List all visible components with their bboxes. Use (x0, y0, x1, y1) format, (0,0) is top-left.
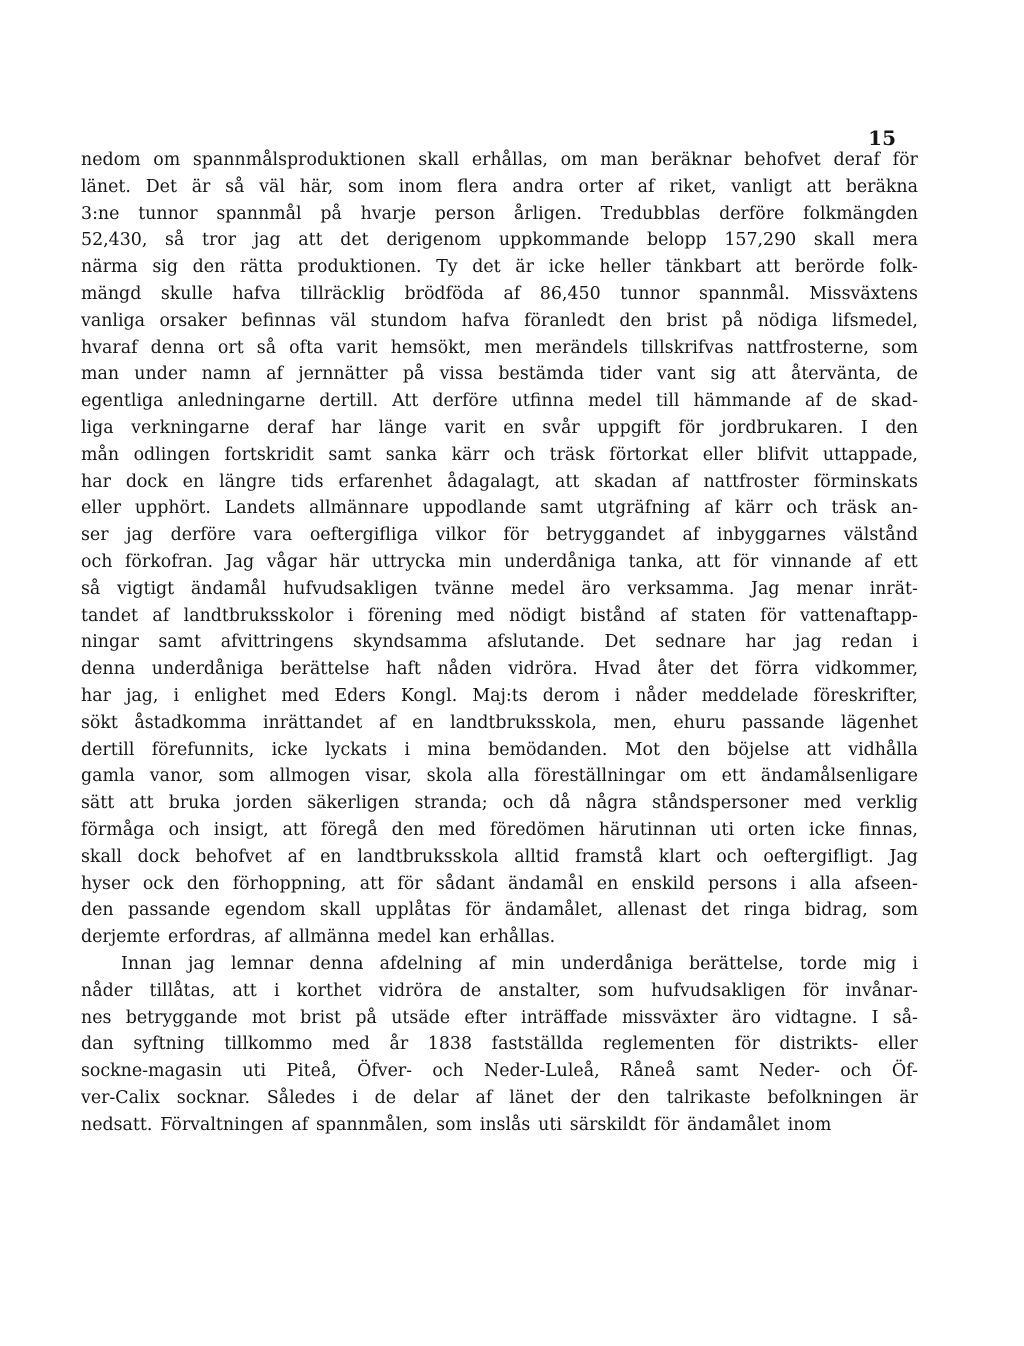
text-line: så vigtigt ändamål hufvudsakligen tvänne medel äro verksamma. Jag menar inrät- (81, 578, 918, 599)
text-line: har dock en längre tids erfarenhet ådagalagt, att skadan af nattfroster förminskats (81, 471, 918, 492)
text-line: ver-Calix socknar. Således i de delar af länet der den talrikaste befolkningen är (81, 1087, 918, 1108)
text-line: sätt att bruka jorden säkerligen stranda; och då några ståndspersoner med verklig (81, 793, 918, 814)
text-line: egentliga anledningarne dertill. Att derföre utfinna medel till hämmande af de skad- (81, 391, 918, 412)
text-line: nes betryggande mot brist på utsäde efter inträffade missväxter äro vidtagne. I så- (81, 1007, 918, 1028)
text-line: tandet af landtbruksskolor i förening med nödigt bistånd af staten för vattenaftapp- (81, 605, 918, 626)
text-line: denna underdåniga berättelse haft nåden vidröra. Hvad åter det förra vidkommer, (81, 659, 918, 680)
text-line: sockne-magasin uti Piteå, Öfver- och Neder-Luleå, Råneå samt Neder- och Öf- (81, 1061, 918, 1082)
text-line: liga verkningarne deraf har länge varit en svår uppgift för jordbrukaren. I den (81, 417, 918, 438)
text-line: mängd skulle hafva tillräcklig brödföda af 86,450 tunnor spannmål. Missväxtens (81, 283, 918, 304)
text-line: har jag, i enlighet med Eders Kongl. Maj:ts derom i nåder meddelade föreskrifter, (81, 685, 918, 706)
text-line: nåder tillåtas, att i korthet vidröra de anstalter, som hufvudsakligen för invånar- (81, 980, 918, 1001)
text-line: eller upphört. Landets allmännare uppodlande samt utgräfning af kärr och träsk an- (81, 498, 918, 519)
text-line: och förkofran. Jag vågar här uttrycka min underdåniga tanka, att för vinnande af ett (81, 551, 918, 572)
text-line: Innan jag lemnar denna afdelning af min underdåniga berättelse, torde mig i (121, 953, 918, 974)
text-line: 3:ne tunnor spannmål på hvarje person årligen. Tredubblas derföre folkmängden (81, 203, 918, 224)
text-line: den passande egendom skall upplåtas för ändamålet, allenast det ringa bidrag, som (81, 900, 918, 921)
body-text (81, 147, 918, 1138)
text-line: närma sig den rätta produktionen. Ty det är icke heller tänkbart att berörde folk- (81, 257, 918, 278)
text-line: hyser ock den förhoppning, att för sådant ändamål en enskild persons i alla afseen- (81, 873, 918, 894)
text-line: dertill förefunnits, icke lyckats i mina bemödanden. Mot den böjelse att vidhålla (81, 739, 918, 760)
text-line: mån odlingen fortskridit samt sanka kärr och träsk förtorkat eller blifvit uttappade, (81, 444, 918, 465)
text-line: nedsatt. Förvaltningen af spannmålen, som inslås uti särskildt för ändamålet inom (81, 1114, 832, 1135)
text-line: länet. Det är så väl här, som inom flera andra orter af riket, vanligt att beräkna (81, 176, 918, 197)
text-line: ser jag derföre vara oeftergifliga vilkor för betryggandet af inbyggarnes välstånd (81, 525, 918, 546)
text-line: ningar samt afvittringens skyndsamma afslutande. Det sednare har jag redan i (81, 632, 918, 653)
text-line: sökt åstadkomma inrättandet af en landtbruksskola, men, ehuru passande lägenhet (81, 712, 918, 733)
text-line: skall dock behofvet af en landtbruksskola alltid framstå klart och oeftergifligt. Jag (81, 846, 918, 867)
text-line: förmåga och insigt, att föregå den med föredömen härutinnan uti orten icke finnas, (81, 819, 918, 840)
text-line: derjemte erfordras, af allmänna medel kan erhållas. (81, 927, 556, 948)
text-line: dan syftning tillkommo med år 1838 fastställda reglementen för distrikts- eller (81, 1034, 918, 1055)
text-line: hvaraf denna ort så ofta varit hemsökt, men merändels tillskrifvas nattfrosterne, som (81, 337, 918, 358)
text-line: man under namn af jernnätter på vissa bestämda tider vant sig att återvänta, de (81, 364, 918, 385)
text-line: nedom om spannmålsproduktionen skall erhållas, om man beräknar behofvet deraf för (81, 150, 918, 170)
text-line: vanliga orsaker befinnas väl stundom hafva föranledt den brist på nödiga lifsmedel, (81, 310, 918, 331)
page-number: 15 (868, 126, 896, 150)
text-line: 52,430, så tror jag att det derigenom uppkommande belopp 157,290 skall mera (81, 230, 918, 251)
text-line: gamla vanor, som allmogen visar, skola alla föreställningar om ett ändamålsenligare (81, 766, 918, 787)
